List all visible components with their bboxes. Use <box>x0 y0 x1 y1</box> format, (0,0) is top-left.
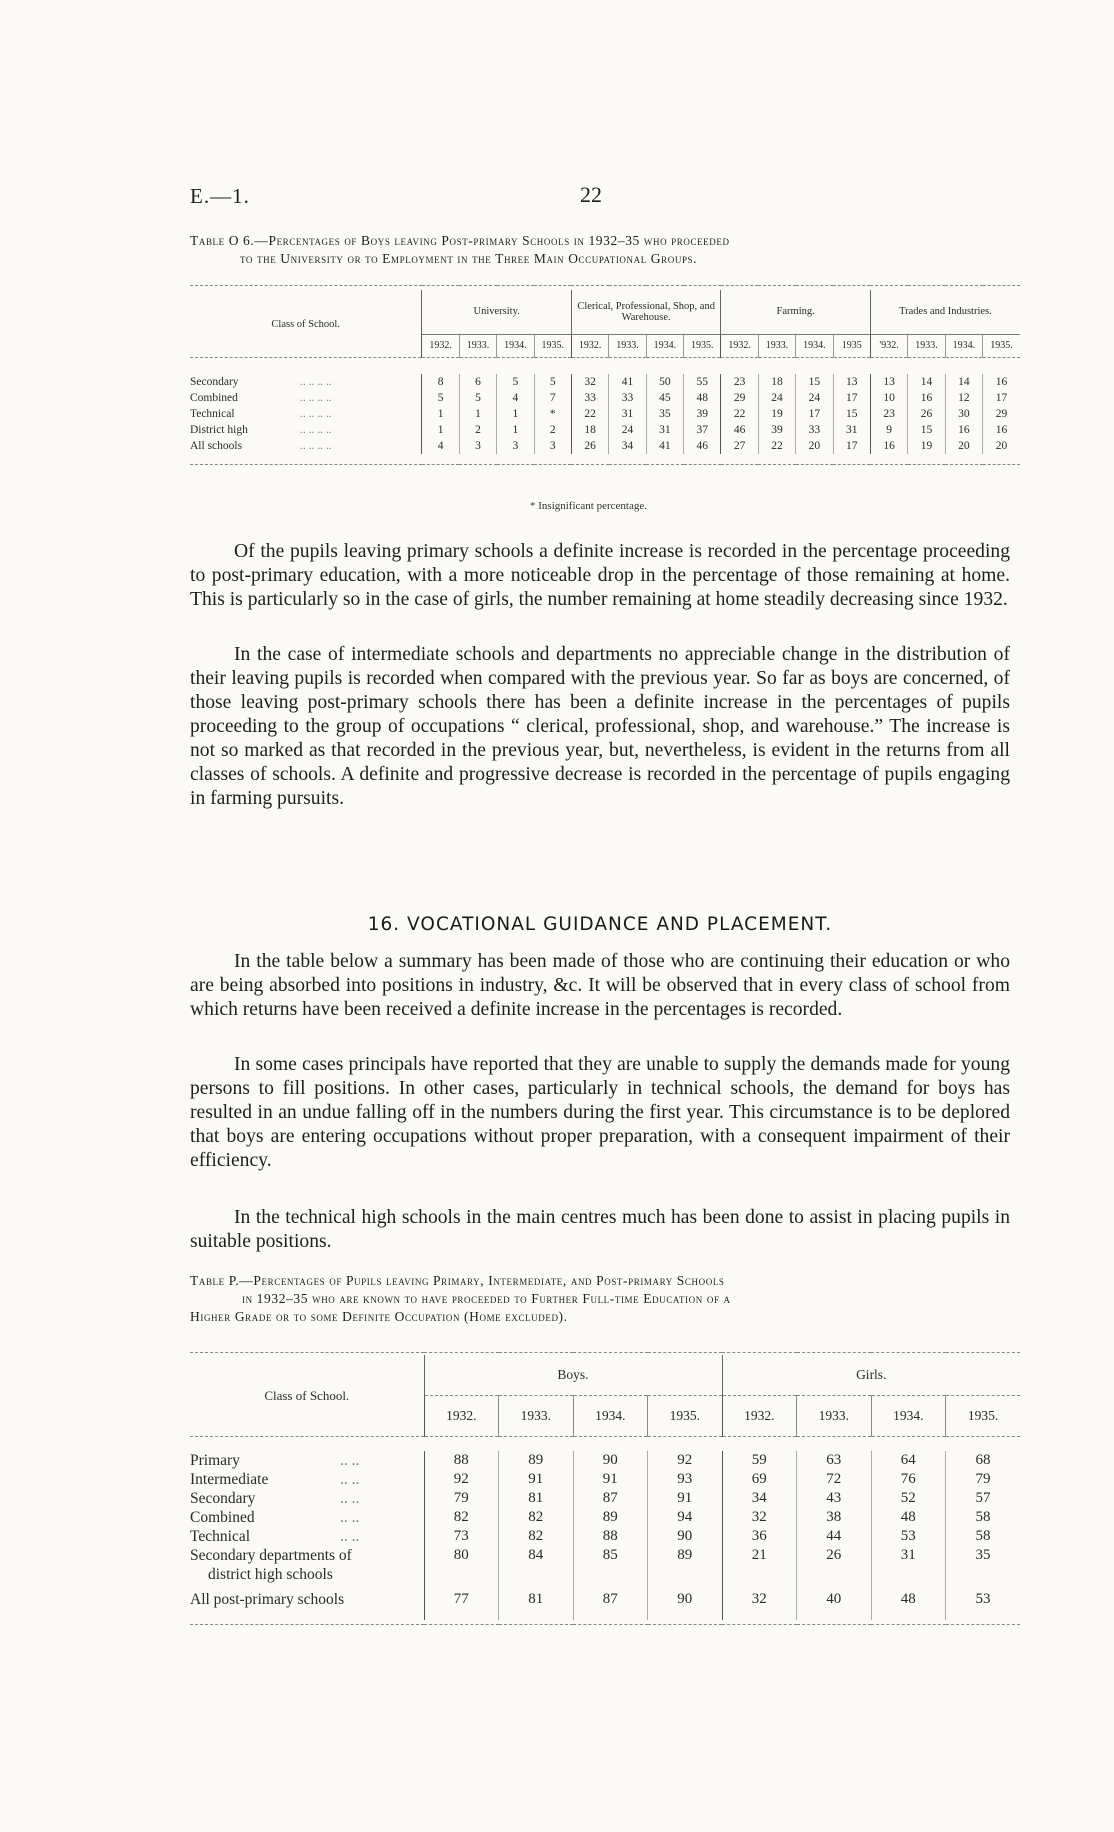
leader-dots: .. .. <box>340 1528 360 1545</box>
table-row <box>190 1451 1020 1470</box>
group-header-girls: Girls. <box>722 1355 1020 1396</box>
table-row <box>190 1586 1020 1620</box>
leader-dots: .. .. <box>340 1509 360 1526</box>
table-cell: 92 <box>424 1470 499 1489</box>
table-cell: 29 <box>721 390 758 406</box>
table-cell: 59 <box>722 1451 797 1470</box>
leader-dots: .. .. .. .. <box>300 407 332 420</box>
table-cell: 88 <box>424 1451 499 1470</box>
table-cell: 18 <box>758 374 795 390</box>
page-number: 22 <box>580 182 602 207</box>
table-cell: 24 <box>796 390 833 406</box>
table-cell: 53 <box>946 1586 1021 1620</box>
table-cell: 20 <box>796 438 833 454</box>
table-cell: 81 <box>499 1489 574 1508</box>
table-cell: 89 <box>648 1546 723 1586</box>
table-cell: 20 <box>945 438 982 454</box>
table-cell: 4 <box>497 390 534 406</box>
year-header: 1933. <box>609 334 646 357</box>
table-o6-caption-line: to the University or to Employment in the Three Main Occupational Groups. <box>240 251 698 266</box>
table-row <box>190 374 1020 390</box>
table-cell: 90 <box>648 1586 723 1620</box>
table-cell: 24 <box>758 390 795 406</box>
table-cell: 15 <box>833 406 870 422</box>
table-cell: 32 <box>571 374 608 390</box>
table-cell: 16 <box>908 390 945 406</box>
year-header: 1935 <box>833 334 870 357</box>
paragraph: In the case of intermediate schools and departments no appreciable change in the distribution of their leaving pupils is recorded when compared with the previous year. So far as boys are concerned, of those leaving post-primary schools there has been a definite increase in the percentages of pupils proceeding to the group of occupations “ clerical, professional, shop, and warehouse.” The increase is not so marked as that recorded in the previous year, but, nevertheless, is evident in the returns from all classes of schools. A definite and progressive decrease is recorded in the percentage of pupils engaging in farming pursuits. <box>190 644 1010 809</box>
table-cell: 35 <box>646 406 683 422</box>
section-heading: 16. VOCATIONAL GUIDANCE AND PLACEMENT. <box>367 914 833 935</box>
group-header-university: University. <box>422 290 572 334</box>
table-cell: 35 <box>946 1546 1021 1586</box>
table-cell: 40 <box>797 1586 872 1620</box>
group-header-clerical: Clerical, Professional, Shop, and Warehouse. <box>571 290 721 334</box>
paragraph: Of the pupils leaving primary schools a definite increase is recorded in the percentage proceeding to post-primary education, with a more noticeable drop in the percentage of those remaining at home. This is particularly so in the case of girls, the number remaining at home steadily decreasing since 1932. <box>190 541 1010 610</box>
table-cell: 37 <box>684 422 721 438</box>
year-row-spacer <box>190 334 422 357</box>
group-header-farming: Farming. <box>721 290 871 334</box>
table-cell: 50 <box>646 374 683 390</box>
year-header: 1932. <box>722 1396 797 1437</box>
table-cell: 92 <box>648 1451 723 1470</box>
table-cell: 55 <box>684 374 721 390</box>
table-cell: 79 <box>946 1470 1021 1489</box>
table-cell: 26 <box>797 1546 872 1586</box>
table-cell: 48 <box>871 1586 946 1620</box>
table-cell: * <box>534 406 571 422</box>
table-cell: 33 <box>609 390 646 406</box>
row-label-text: district high schools <box>208 1566 333 1583</box>
table-cell: 12 <box>945 390 982 406</box>
table-p-caption <box>190 1272 1010 1326</box>
row-label <box>190 438 422 454</box>
table-cell: 2 <box>534 422 571 438</box>
year-header: 1932. <box>571 334 608 357</box>
table-cell: 45 <box>646 390 683 406</box>
table-cell: 5 <box>534 374 571 390</box>
table-cell: 27 <box>721 438 758 454</box>
table-cell: 41 <box>609 374 646 390</box>
table-p-caption-line: Higher Grade or to some Definite Occupation (Home excluded). <box>190 1309 568 1324</box>
table-cell: 81 <box>499 1586 574 1620</box>
table-cell: 38 <box>797 1508 872 1527</box>
table-cell: 87 <box>573 1586 648 1620</box>
table-cell: 19 <box>758 406 795 422</box>
table-cell: 26 <box>571 438 608 454</box>
table-cell: 73 <box>424 1527 499 1546</box>
table-cell: 24 <box>609 422 646 438</box>
leader-dots: .. .. .. .. <box>300 391 332 404</box>
table-row <box>190 1470 1020 1489</box>
table-cell: 5 <box>459 390 496 406</box>
leader-dots: .. .. .. .. <box>300 423 332 436</box>
column-header-class: Class of School. <box>271 319 340 330</box>
table-cell: 52 <box>871 1489 946 1508</box>
table-cell: 79 <box>424 1489 499 1508</box>
leader-dots: .. .. <box>340 1490 360 1507</box>
table-row <box>190 1546 1020 1586</box>
table-p-caption-line: in 1932–35 who are known to have proceeded to Further Full-time Education of a <box>242 1291 731 1306</box>
table-cell: 16 <box>983 422 1020 438</box>
table-o6-caption <box>190 232 1010 268</box>
table-cell: 18 <box>571 422 608 438</box>
table-cell: 46 <box>684 438 721 454</box>
table-cell: 39 <box>758 422 795 438</box>
table-cell: 6 <box>459 374 496 390</box>
year-header: 1935. <box>946 1396 1021 1437</box>
table-cell: 1 <box>422 406 459 422</box>
table-cell: 82 <box>499 1508 574 1527</box>
row-label <box>190 1546 424 1586</box>
table-cell: 1 <box>422 422 459 438</box>
table-cell: 41 <box>646 438 683 454</box>
table-cell: 63 <box>797 1451 872 1470</box>
year-header: 1933. <box>797 1396 872 1437</box>
table-row <box>190 422 1020 438</box>
table-cell: 22 <box>571 406 608 422</box>
row-label-text: All schools <box>190 439 243 452</box>
year-header: 1932. <box>422 334 459 357</box>
row-label <box>190 1451 424 1470</box>
table-cell: 16 <box>870 438 907 454</box>
table-cell: 3 <box>534 438 571 454</box>
table-cell: 14 <box>908 374 945 390</box>
table-cell: 3 <box>459 438 496 454</box>
row-label-text: Combined <box>190 1509 255 1526</box>
table-cell: 21 <box>722 1546 797 1586</box>
table-cell: 20 <box>983 438 1020 454</box>
table-cell: 34 <box>609 438 646 454</box>
column-header-class: Class of School. <box>264 1387 350 1403</box>
table-cell: 17 <box>833 438 870 454</box>
table-cell: 31 <box>833 422 870 438</box>
table-o6-caption-line: Table O 6.—Percentages of Boys leaving Post-primary Schools in 1932–35 who proceeded <box>190 233 730 248</box>
year-header: 1934. <box>796 334 833 357</box>
table-cell: 19 <box>908 438 945 454</box>
table-cell: 31 <box>609 406 646 422</box>
row-label-text: Secondary <box>190 375 239 388</box>
row-label-text: Technical <box>190 407 235 420</box>
table-cell: 26 <box>908 406 945 422</box>
table-cell: 15 <box>908 422 945 438</box>
table-cell: 13 <box>833 374 870 390</box>
table-cell: 46 <box>721 422 758 438</box>
table-cell: 80 <box>424 1546 499 1586</box>
table-row <box>190 438 1020 454</box>
year-header: 1934. <box>945 334 982 357</box>
row-label <box>190 1586 424 1620</box>
table-cell: 7 <box>534 390 571 406</box>
table-cell: 5 <box>422 390 459 406</box>
table-p-caption-line: Table P.—Percentages of Pupils leaving Primary, Intermediate, and Post-primary Schools <box>190 1273 725 1288</box>
year-header: 1935. <box>648 1396 723 1437</box>
table-cell: 91 <box>573 1470 648 1489</box>
leader-dots: .. .. .. .. <box>300 375 332 388</box>
year-header: 1933. <box>499 1396 574 1437</box>
year-header: 1934. <box>646 334 683 357</box>
table-cell: 23 <box>721 374 758 390</box>
table-cell: 94 <box>648 1508 723 1527</box>
table-cell: 82 <box>424 1508 499 1527</box>
leader-dots: .. .. .. .. <box>300 439 332 452</box>
paragraph: In the table below a summary has been made of those who are continuing their education or who are being absorbed into positions in industry, &c. It will be observed that in every class of school from which returns have been received a definite increase in the percentages is recorded. <box>190 951 1010 1020</box>
table-row <box>190 1489 1020 1508</box>
table-cell: 1 <box>459 406 496 422</box>
table-cell: 33 <box>571 390 608 406</box>
table-cell: 31 <box>646 422 683 438</box>
table-cell: 5 <box>497 374 534 390</box>
table-cell: 32 <box>722 1586 797 1620</box>
row-label-text: Primary <box>190 1452 240 1469</box>
table-cell: 89 <box>573 1508 648 1527</box>
table-cell: 90 <box>648 1527 723 1546</box>
document-code: E.—1. <box>190 184 250 208</box>
table-cell: 76 <box>871 1470 946 1489</box>
table-cell: 72 <box>797 1470 872 1489</box>
year-header: 1934. <box>871 1396 946 1437</box>
table-cell: 23 <box>870 406 907 422</box>
table-row <box>190 1508 1020 1527</box>
table-row <box>190 406 1020 422</box>
table-cell: 69 <box>722 1470 797 1489</box>
table-cell: 31 <box>871 1546 946 1586</box>
table-cell: 14 <box>945 374 982 390</box>
row-label <box>190 1470 424 1489</box>
table-cell: 91 <box>648 1489 723 1508</box>
year-header: 1935. <box>534 334 571 357</box>
table-cell: 10 <box>870 390 907 406</box>
table-cell: 2 <box>459 422 496 438</box>
row-label <box>190 390 422 406</box>
table-cell: 85 <box>573 1546 648 1586</box>
table-row <box>190 390 1020 406</box>
table-cell: 90 <box>573 1451 648 1470</box>
year-header: 1934. <box>573 1396 648 1437</box>
group-header-trades: Trades and Industries. <box>870 290 1020 334</box>
row-label <box>190 422 422 438</box>
table-cell: 33 <box>796 422 833 438</box>
table-cell: 4 <box>422 438 459 454</box>
row-label-text: Technical <box>190 1528 251 1545</box>
year-header: 1935. <box>684 334 721 357</box>
year-header: 1933. <box>908 334 945 357</box>
table-cell: 16 <box>983 374 1020 390</box>
table-cell: 44 <box>797 1527 872 1546</box>
table-cell: 87 <box>573 1489 648 1508</box>
table-cell: 29 <box>983 406 1020 422</box>
table-o6-footnote: * Insignificant percentage. <box>530 500 647 512</box>
table-cell: 17 <box>796 406 833 422</box>
table-cell: 13 <box>870 374 907 390</box>
table-cell: 32 <box>722 1508 797 1527</box>
year-header: 1932. <box>424 1396 499 1437</box>
year-header: 1933. <box>459 334 496 357</box>
year-header: 1932. <box>721 334 758 357</box>
table-cell: 39 <box>684 406 721 422</box>
row-label <box>190 374 422 390</box>
group-header-boys: Boys. <box>424 1355 722 1396</box>
table-cell: 17 <box>983 390 1020 406</box>
row-label-text: District high <box>190 423 248 436</box>
table-cell: 68 <box>946 1451 1021 1470</box>
table-cell: 58 <box>946 1527 1021 1546</box>
table-row <box>190 1527 1020 1546</box>
table-cell: 30 <box>945 406 982 422</box>
row-label-text: Intermediate <box>190 1471 269 1488</box>
table-cell: 43 <box>797 1489 872 1508</box>
table-p <box>190 1352 1020 1625</box>
table-cell: 77 <box>424 1586 499 1620</box>
table-cell: 88 <box>573 1527 648 1546</box>
table-cell: 91 <box>499 1470 574 1489</box>
year-header: 1933. <box>758 334 795 357</box>
table-cell: 9 <box>870 422 907 438</box>
table-cell: 58 <box>946 1508 1021 1527</box>
table-cell: 34 <box>722 1489 797 1508</box>
year-header: '932. <box>870 334 907 357</box>
table-cell: 57 <box>946 1489 1021 1508</box>
table-cell: 48 <box>871 1508 946 1527</box>
table-o6 <box>190 285 1020 465</box>
table-cell: 16 <box>945 422 982 438</box>
table-cell: 17 <box>833 390 870 406</box>
table-cell: 53 <box>871 1527 946 1546</box>
leader-dots: .. .. <box>340 1452 360 1469</box>
year-header: 1935. <box>983 334 1020 357</box>
row-label <box>190 1508 424 1527</box>
table-cell: 22 <box>758 438 795 454</box>
table-cell: 89 <box>499 1451 574 1470</box>
row-label-text: Secondary departments of <box>190 1547 352 1564</box>
table-cell: 36 <box>722 1527 797 1546</box>
table-cell: 22 <box>721 406 758 422</box>
row-label-text: Combined <box>190 391 238 404</box>
row-label <box>190 1489 424 1508</box>
table-cell: 84 <box>499 1546 574 1586</box>
table-cell: 1 <box>497 406 534 422</box>
table-cell: 93 <box>648 1470 723 1489</box>
leader-dots: .. .. <box>340 1471 360 1488</box>
row-label <box>190 406 422 422</box>
row-label <box>190 1527 424 1546</box>
table-cell: 64 <box>871 1451 946 1470</box>
year-header: 1934. <box>497 334 534 357</box>
paragraph: In some cases principals have reported that they are unable to supply the demands made for young persons to fill positions. In other cases, particularly in technical schools, the demand for boys has resulted in an undue falling off in the numbers during the first year. This circumstance is to be deplored that boys are entering occupations without proper preparation, with a consequent impairment of their efficiency. <box>190 1054 1010 1171</box>
table-cell: 3 <box>497 438 534 454</box>
row-label-text: All post-primary schools <box>190 1591 345 1608</box>
table-cell: 15 <box>796 374 833 390</box>
table-cell: 1 <box>497 422 534 438</box>
table-cell: 82 <box>499 1527 574 1546</box>
table-cell: 48 <box>684 390 721 406</box>
table-cell: 8 <box>422 374 459 390</box>
row-label-text: Secondary <box>190 1490 256 1507</box>
paragraph: In the technical high schools in the main centres much has been done to assist in placing pupils in suitable positions. <box>190 1207 1010 1252</box>
